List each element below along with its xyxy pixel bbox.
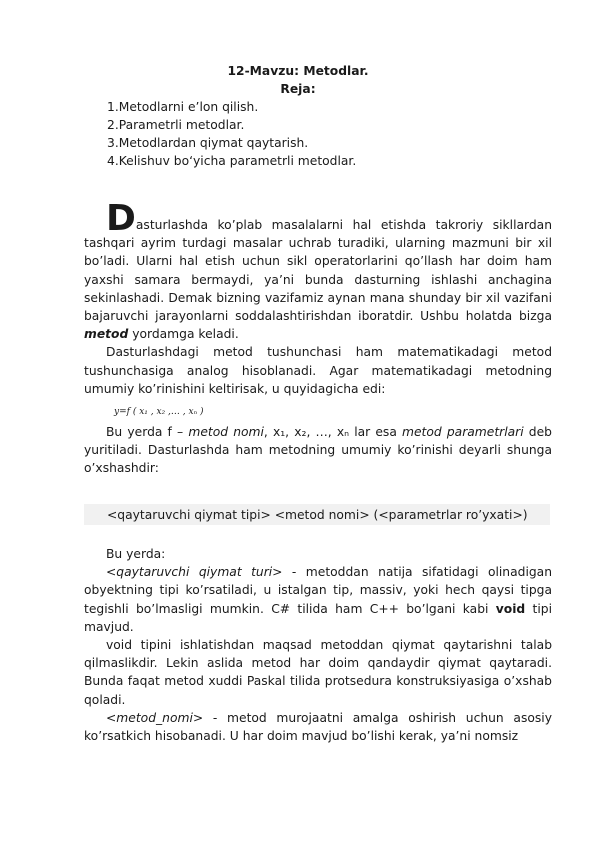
paragraph-intro-text: asturlashda ko’plab masalalarni hal etishda takroriy sikllardan tashqari ayrim turdagi masalar uchrab turadiki, ularning mazmuni bir xil bo’ladi. Ularni hal etish uchun sikl operatorlarini qo’llash har doim ham yaxshi samara bermaydi, ya’ni bunda dasturning ishlashi anchagina sekinlashadi. Demak bizning vazifamiz aynan mana shunday bir xil vazifani bajaruvchi jarayonlarni soddalashtirishdan iboratdir. Ushbu holatda bizga: [84, 218, 552, 324]
drop-cap: D: [106, 198, 136, 239]
term-return-type: <qaytaruvchi qiymat turi>: [106, 565, 283, 580]
explanation-block: [84, 545, 552, 745]
plan-item-1: 1.Metodlarni e’lon qilish.: [107, 100, 259, 114]
plan-item-3: 3.Metodlardan qiymat qaytarish.: [107, 136, 309, 150]
page-title: 12-Mavzu: Metodlar.: [227, 64, 369, 78]
plan-heading: Reja:: [280, 82, 316, 96]
paragraph-params-c: , x₁, x₂, …, xₙ lar esa: [263, 425, 403, 439]
paragraph-bu-yerda: Bu yerda:: [106, 547, 166, 561]
term-method-name: <metod_nomi>: [106, 710, 204, 725]
paragraph-return-type: [84, 563, 552, 636]
intro-block: [84, 198, 552, 398]
paragraph-params: [84, 423, 552, 478]
paragraph-return-type-b: - metoddan natija sifatidagi olinadigan obyektning tipi ko’rsatiladi, u istalgan tip, massiv, yoki hech qaysi tipga tegishli bo’lmasligi mumkin. C# tilida ham C++ bo’lgani kabi: [84, 565, 552, 616]
paragraph-method-name: [84, 709, 552, 745]
plan-item-4: 4.Kelishuv bo‘yicha parametrli metodlar.: [107, 154, 357, 168]
paragraph-analogy: Dasturlashdagi metod tushunchasi ham matematikadagi metod tushunchasiga analog hisoblanadi. Agar matematikadagi metodning umumiy ko’rinishini keltirisak, u quyidagicha edi:: [84, 345, 552, 396]
paragraph-method-name-b: - metod murojaatni amalga oshirish uchun asosiy ko’rsatkich hisobanadi. U har doim mavjud bo’lishi kerak, ya’ni nomsiz: [84, 710, 552, 744]
paragraph-intro-tail: yordamga keladi.: [128, 327, 239, 342]
paragraph-intro: [84, 198, 552, 343]
paragraph-return-type-d: tipi mavjud.: [84, 601, 552, 634]
paragraph-params-e: deb yuritiladi. Dasturlashda ham metodning umumiy ko’rinishi deyarli shunga o’xshashdir:: [84, 425, 552, 476]
math-formula: y=f ( x₁ , x₂ ,… , xₙ ): [114, 407, 204, 417]
params-block: [84, 423, 552, 478]
paragraph-void: void tipini ishlatishdan maqsad metoddan qiymat qaytarishni talab qilmaslikdir. Lekin aslida metod har doim qandaydir qiymat qaytaradi. Bunda faqat metod xuddi Paskal tilida protsedura konstruksiyasiga o’xshab qoladi.: [84, 638, 552, 707]
paragraph-params-a: Bu yerda f –: [106, 425, 189, 439]
term-metod-nomi: metod nomi: [188, 425, 264, 439]
keyword-metod: metod: [84, 327, 129, 342]
plan-item-2: 2.Parametrli metodlar.: [107, 118, 245, 132]
term-metod-parametrlari: metod parametrlari: [402, 425, 524, 439]
method-syntax: <qaytaruvchi qiymat tipi> <metod nomi> (<parametrlar ro’yxati>): [107, 508, 528, 522]
keyword-void: void: [495, 601, 526, 616]
